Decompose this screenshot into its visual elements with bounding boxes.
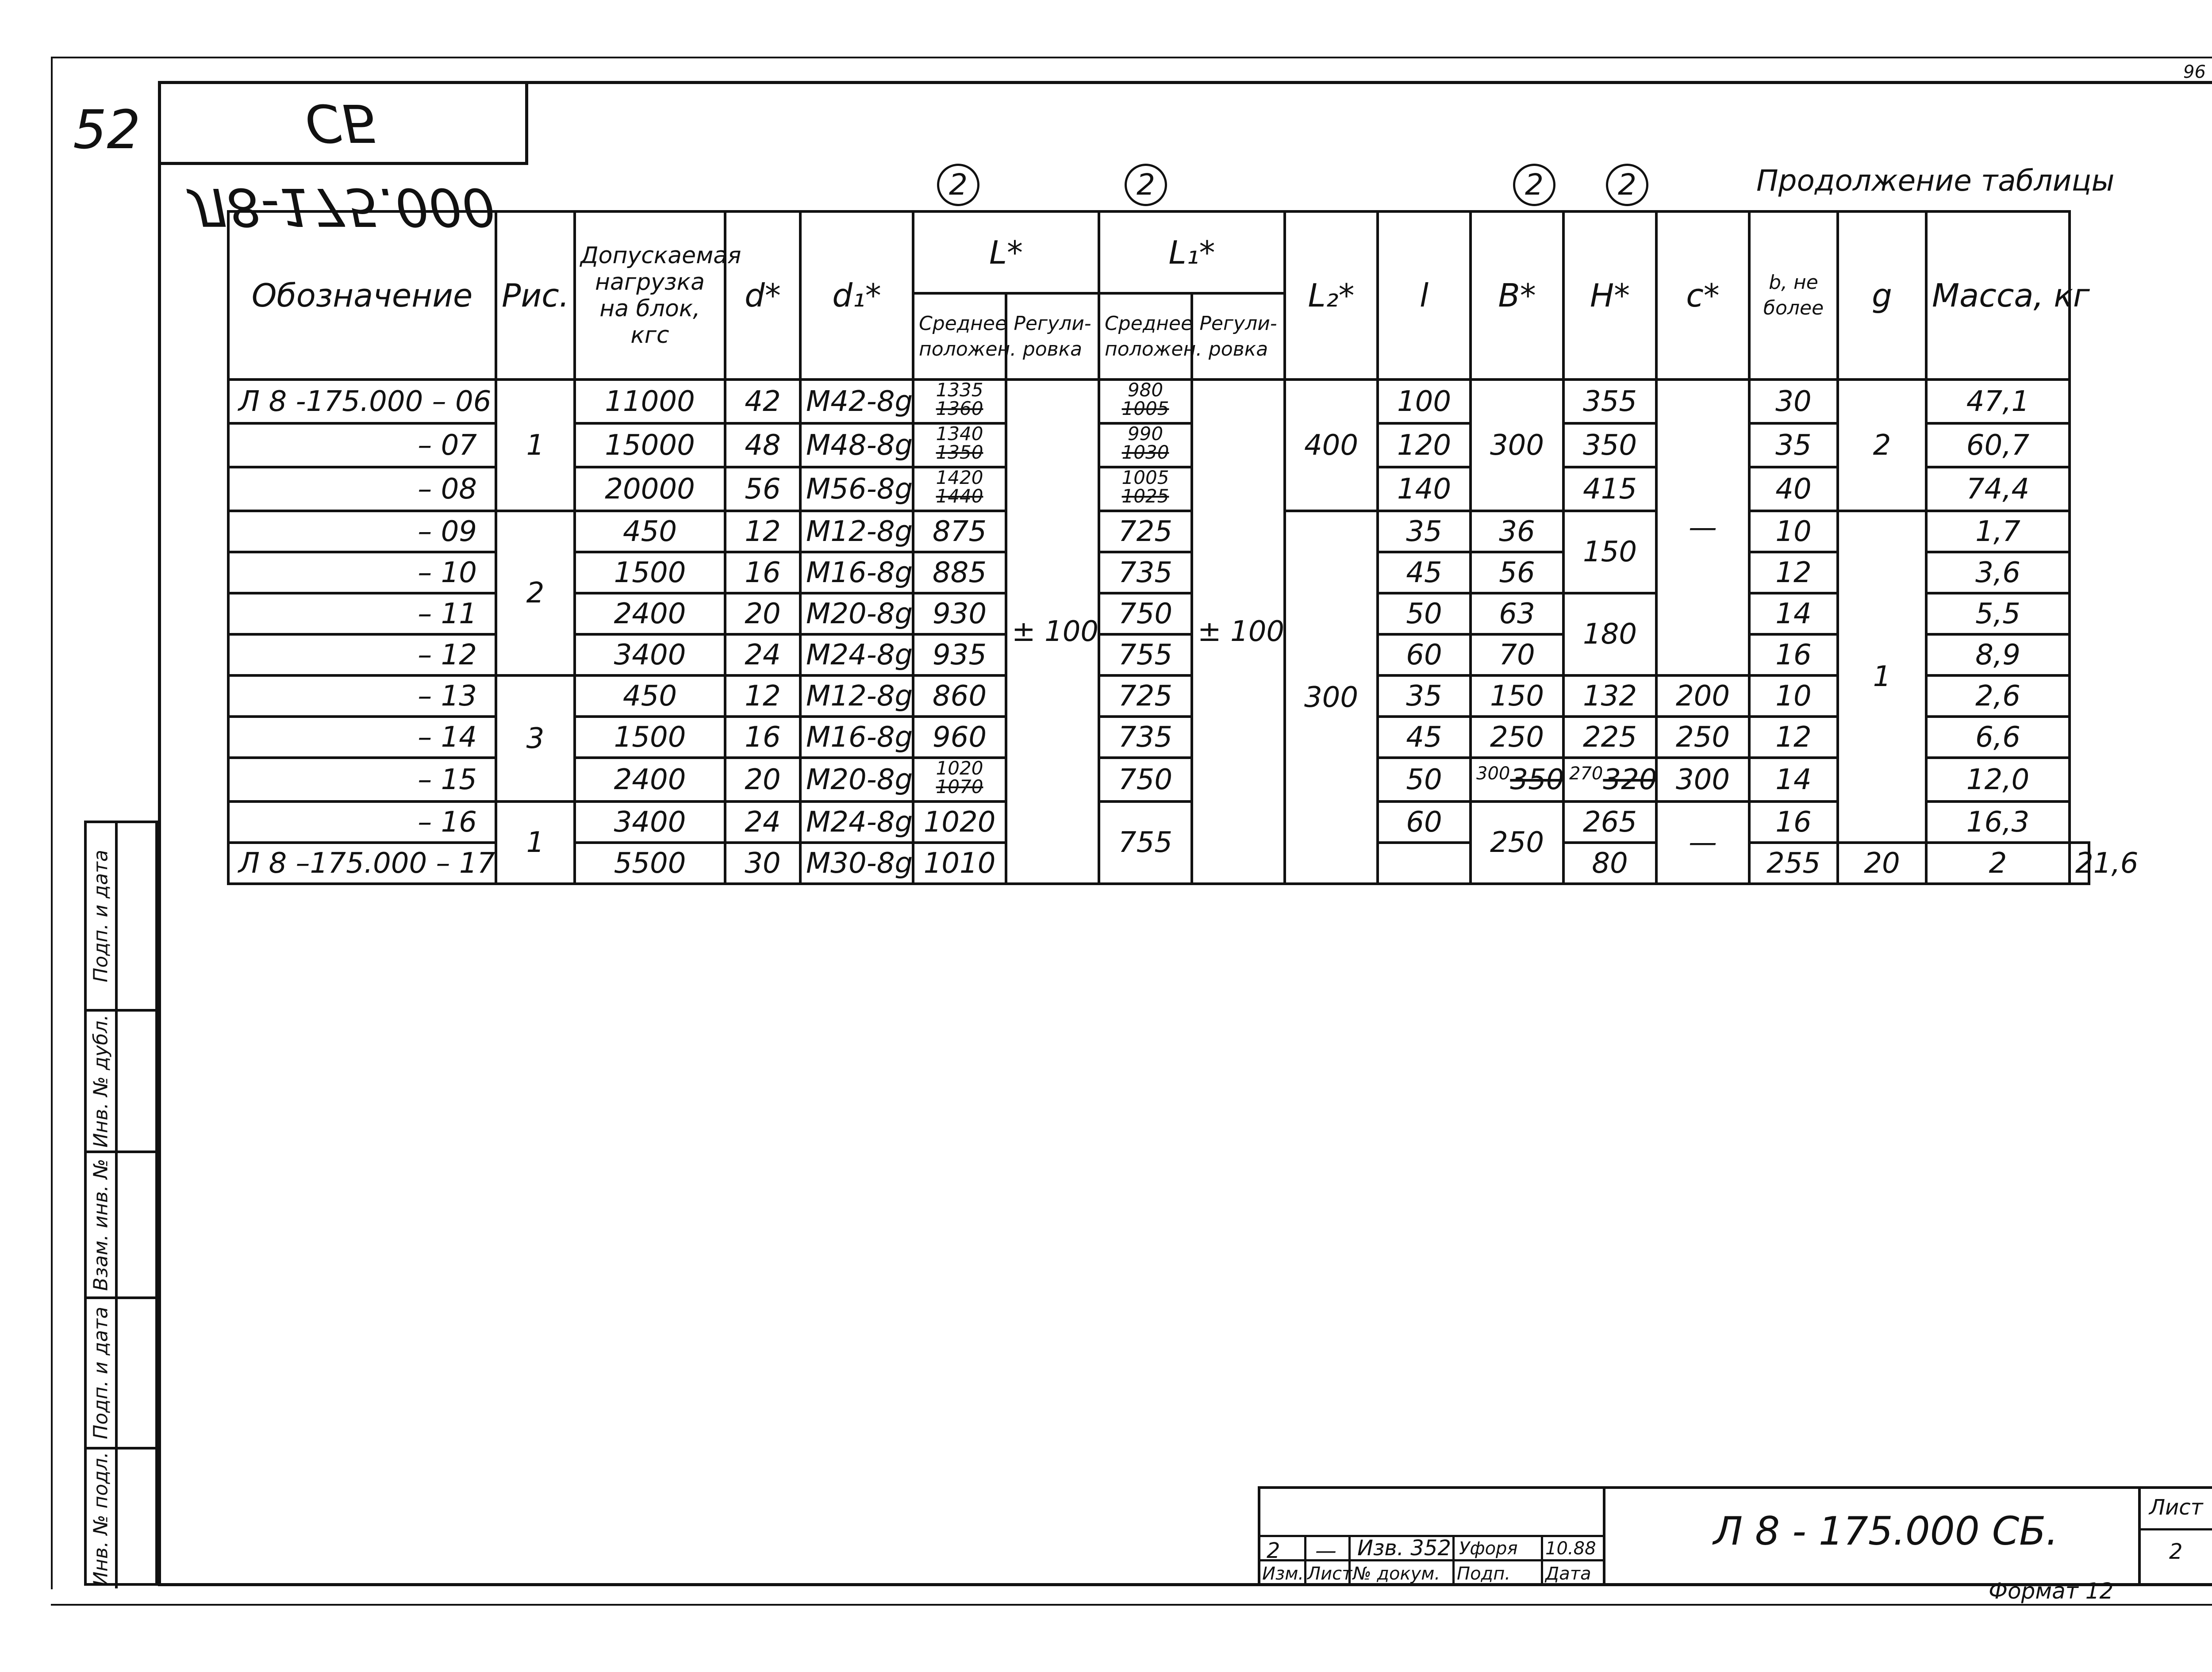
- cell-load: 2400: [575, 758, 725, 801]
- outer-border-top: [51, 57, 2212, 58]
- cell-d1: М16-8g: [800, 717, 913, 758]
- outer-border-bottom: [51, 1604, 2212, 1606]
- cell-g: 1: [1838, 511, 1926, 843]
- table-row: [228, 511, 2089, 552]
- cell-g: 2: [1838, 380, 1926, 511]
- struck-value: 1070: [936, 776, 983, 798]
- cell-b: 30: [1749, 380, 1838, 423]
- cell-l: 50: [1378, 758, 1471, 801]
- cell-d: 20: [725, 758, 800, 801]
- header-L1: L₁*: [1099, 211, 1285, 293]
- side-label: Взам. инв. №: [87, 1153, 118, 1296]
- cell-d: 12: [725, 511, 800, 552]
- cell-H: 180: [1563, 593, 1656, 675]
- cell-d: 24: [725, 801, 800, 843]
- struck-value: 350: [1510, 763, 1564, 796]
- label-date: Дата: [1545, 1564, 1591, 1584]
- cell-figure: 3: [496, 675, 575, 801]
- sheet-value: 2: [2169, 1539, 2183, 1564]
- cell-d1: М12-8g: [800, 675, 913, 717]
- cell-designation: – 11: [228, 593, 496, 634]
- cell-load: 450: [575, 511, 725, 552]
- cell-d1: М56-8g: [800, 467, 913, 511]
- revision-circle: 2: [937, 164, 979, 206]
- cell-B: 250: [1471, 801, 1563, 884]
- cell-load: 1500: [575, 717, 725, 758]
- cell-designation: – 15: [228, 758, 496, 801]
- side-cell: [87, 823, 155, 1009]
- cell-L1: 750: [1099, 593, 1192, 634]
- cell-l: 45: [1378, 552, 1471, 593]
- cell-load: 20000: [575, 467, 725, 511]
- cell-H: 355: [1563, 380, 1656, 423]
- cell-designation: – 10: [228, 552, 496, 593]
- cell-H: 415: [1563, 467, 1656, 511]
- cell-B: 56: [1471, 552, 1563, 593]
- header-g: g: [1838, 211, 1926, 380]
- cell-L: 930: [913, 593, 1006, 634]
- label-sheet: Лист: [1307, 1564, 1352, 1584]
- side-stamp: [84, 821, 158, 1586]
- sheet-number: 52: [73, 100, 141, 161]
- header-load: Допускаемая нагрузка на блок, кгс: [575, 211, 725, 380]
- cell-load: 3400: [575, 801, 725, 843]
- continuation-title: Продолжение таблицы: [1756, 164, 2115, 198]
- cell-b: 35: [1749, 423, 1838, 467]
- cell-mass: 21,6: [2070, 843, 2089, 884]
- cell-load: 1500: [575, 552, 725, 593]
- struck-value: 1350: [936, 441, 983, 463]
- header-L1-mid: Среднее положен.: [1099, 293, 1192, 380]
- table-row: [228, 801, 2089, 843]
- cell-d: 20: [725, 593, 800, 634]
- cell-l: 140: [1378, 467, 1471, 511]
- cell-d1: М42-8g: [800, 380, 913, 423]
- header-L: L*: [913, 211, 1099, 293]
- cell-L1: 735: [1099, 552, 1192, 593]
- cell-b: 12: [1749, 717, 1838, 758]
- cell-load: 2400: [575, 593, 725, 634]
- correction: 300: [1476, 763, 1510, 784]
- cell-g: 2: [1926, 843, 2070, 884]
- cell-L1: 735: [1099, 717, 1192, 758]
- mirrored-code-text: Л8-175.000 СБ: [188, 92, 495, 238]
- table-row: [228, 380, 2089, 423]
- rev-date: 10.88: [1545, 1538, 1596, 1559]
- cell-L2: 400: [1285, 380, 1378, 511]
- cell-c: —: [1656, 801, 1749, 884]
- cell-H: 350: [1563, 423, 1656, 467]
- cell-designation: – 16: [228, 801, 496, 843]
- cell-b: 12: [1749, 552, 1838, 593]
- cell-L: [913, 423, 1006, 467]
- cell-mass: 5,5: [1926, 593, 2070, 634]
- cell-L: 935: [913, 634, 1006, 675]
- cell-mass: 47,1: [1926, 380, 2070, 423]
- cell-figure: 1: [496, 801, 575, 884]
- cell-b: 10: [1749, 675, 1838, 717]
- cell-L1: 755: [1099, 801, 1192, 884]
- cell-l: 120: [1378, 423, 1471, 467]
- cell-l: 60: [1378, 634, 1471, 675]
- correction: 990: [1127, 423, 1164, 445]
- cell-L1-adj: ± 100: [1192, 380, 1285, 884]
- corner-mark: 96: [2183, 62, 2206, 82]
- cell-B: 250: [1471, 717, 1563, 758]
- side-label: Инв. № дубл.: [87, 1012, 118, 1150]
- cell-load: 11000: [575, 380, 725, 423]
- cell-designation: – 09: [228, 511, 496, 552]
- rev-sign: Уфоря: [1459, 1538, 1518, 1559]
- cell-L: 860: [913, 675, 1006, 717]
- cell-d1: М24-8g: [800, 634, 913, 675]
- cell-mass: 6,6: [1926, 717, 2070, 758]
- cell-L1: [1099, 380, 1192, 423]
- header-B: B*: [1471, 211, 1563, 380]
- header-H: H*: [1563, 211, 1656, 380]
- cell-d1: М16-8g: [800, 552, 913, 593]
- cell-c: 250: [1656, 717, 1749, 758]
- side-cell: [87, 1009, 155, 1150]
- side-label: Подп. и дата: [87, 1299, 118, 1447]
- header-d: d*: [725, 211, 800, 380]
- cell-b: 16: [1749, 634, 1838, 675]
- cell-l: 35: [1378, 675, 1471, 717]
- side-cell: [87, 1296, 155, 1447]
- label-doc: № докум.: [1353, 1564, 1440, 1584]
- cell-c: 200: [1656, 675, 1749, 717]
- cell-mass: 12,0: [1926, 758, 2070, 801]
- cell-H: 225: [1563, 717, 1656, 758]
- side-cell: [87, 1447, 155, 1588]
- cell-load: 450: [575, 675, 725, 717]
- header-d1: d₁*: [800, 211, 913, 380]
- cell-L2: [1378, 843, 1471, 884]
- cell-L: 1010: [913, 843, 1006, 884]
- header-l: l: [1378, 211, 1471, 380]
- correction: 980: [1127, 379, 1164, 401]
- cell-d: 48: [725, 423, 800, 467]
- cell-b: 16: [1749, 801, 1838, 843]
- cell-B: 150: [1471, 675, 1563, 717]
- side-label: Подп. и дата: [87, 823, 118, 1009]
- cell-d: 12: [725, 675, 800, 717]
- rev-sheet: —: [1315, 1538, 1336, 1563]
- mirrored-code-stamp: [158, 81, 528, 238]
- cell-c: 300: [1656, 758, 1749, 801]
- cell-d: 30: [725, 843, 800, 884]
- revision-circle: 2: [1606, 164, 1648, 206]
- correction: 270: [1569, 763, 1603, 784]
- cell-d1: М30-8g: [800, 843, 913, 884]
- cell-load: 5500: [575, 843, 725, 884]
- header-c: c*: [1656, 211, 1749, 380]
- cell-designation: – 12: [228, 634, 496, 675]
- cell-designation: – 08: [228, 467, 496, 511]
- cell-H: 255: [1749, 843, 1838, 884]
- cell-c: —: [1656, 380, 1749, 675]
- cell-L: [913, 380, 1006, 423]
- title-block: [1258, 1486, 2212, 1586]
- cell-L1: 755: [1099, 634, 1192, 675]
- cell-d1: М20-8g: [800, 758, 913, 801]
- cell-H: 265: [1563, 801, 1656, 843]
- cell-l: 100: [1378, 380, 1471, 423]
- cell-b: 20: [1838, 843, 1926, 884]
- cell-B: [1471, 758, 1563, 801]
- struck-value: 1440: [936, 485, 983, 507]
- cell-H: 150: [1563, 511, 1656, 593]
- cell-d1: М20-8g: [800, 593, 913, 634]
- header-figure: Рис.: [496, 211, 575, 380]
- cell-L: 875: [913, 511, 1006, 552]
- cell-L1: 725: [1099, 511, 1192, 552]
- cell-L1: 725: [1099, 675, 1192, 717]
- cell-b: 14: [1749, 758, 1838, 801]
- cell-H: 132: [1563, 675, 1656, 717]
- header-b: b, не более: [1749, 211, 1838, 380]
- cell-mass: 74,4: [1926, 467, 2070, 511]
- rev-number: 2: [1267, 1538, 1280, 1563]
- header-L-adj: Регули-ровка: [1006, 293, 1099, 380]
- cell-d: 42: [725, 380, 800, 423]
- cell-B: 300: [1471, 380, 1563, 511]
- cell-l: 35: [1378, 511, 1471, 552]
- cell-mass: 16,3: [1926, 801, 2070, 843]
- struck-value: 1360: [936, 398, 983, 419]
- format-label: Формат 12: [1989, 1578, 2114, 1604]
- cell-l: 45: [1378, 717, 1471, 758]
- table-row: [228, 675, 2089, 717]
- cell-d: 16: [725, 717, 800, 758]
- cell-b: 14: [1749, 593, 1838, 634]
- header-designation: Обозначение: [228, 211, 496, 380]
- struck-value: 1005: [1121, 398, 1169, 419]
- header-L2: L₂*: [1285, 211, 1378, 380]
- cell-designation: Л 8 –175.000 – 17: [228, 843, 496, 884]
- cell-designation: – 07: [228, 423, 496, 467]
- cell-L: [913, 758, 1006, 801]
- cell-b: 10: [1749, 511, 1838, 552]
- struck-value: 320: [1603, 763, 1657, 796]
- cell-designation: – 14: [228, 717, 496, 758]
- cell-b: 40: [1749, 467, 1838, 511]
- header-L-mid: Среднее положен.: [913, 293, 1006, 380]
- cell-B: 63: [1471, 593, 1563, 634]
- cell-H: [1563, 758, 1656, 801]
- cell-l: 50: [1378, 593, 1471, 634]
- label-change: Изм.: [1262, 1564, 1304, 1584]
- outer-border-left: [51, 57, 53, 1589]
- spec-table: [227, 210, 2139, 885]
- revision-circle: 2: [1125, 164, 1167, 206]
- cell-l: 60: [1378, 801, 1471, 843]
- cell-L: 885: [913, 552, 1006, 593]
- cell-designation: Л 8 -175.000 – 06: [228, 380, 496, 423]
- cell-L1: [1099, 467, 1192, 511]
- side-cell: [87, 1150, 155, 1296]
- cell-L1: [1099, 423, 1192, 467]
- cell-figure: 1: [496, 380, 575, 511]
- cell-mass: 60,7: [1926, 423, 2070, 467]
- cell-mass: 3,6: [1926, 552, 2070, 593]
- cell-figure: 2: [496, 511, 575, 675]
- cell-d: 16: [725, 552, 800, 593]
- cell-L: 960: [913, 717, 1006, 758]
- cell-designation: – 13: [228, 675, 496, 717]
- cell-d1: М12-8g: [800, 511, 913, 552]
- correction: 1335: [936, 379, 983, 401]
- cell-load: 15000: [575, 423, 725, 467]
- cell-d: 56: [725, 467, 800, 511]
- correction: 1420: [936, 467, 983, 488]
- cell-l: 80: [1563, 843, 1656, 884]
- sheet-label: Лист: [2149, 1495, 2203, 1520]
- cell-L2: 300: [1285, 511, 1378, 884]
- cell-d1: М48-8g: [800, 423, 913, 467]
- header-mass: Масса, кг: [1926, 211, 2070, 380]
- cell-B: 36: [1471, 511, 1563, 552]
- correction: 1005: [1121, 467, 1169, 488]
- struck-value: 1025: [1121, 485, 1169, 507]
- cell-mass: 2,6: [1926, 675, 2070, 717]
- label-sign: Подп.: [1457, 1564, 1511, 1584]
- rev-doc-no: Изв. 352: [1357, 1536, 1451, 1561]
- struck-value: 1030: [1121, 441, 1169, 463]
- cell-L1: 750: [1099, 758, 1192, 801]
- document-code: Л 8 - 175.000 СБ.: [1713, 1508, 2058, 1554]
- cell-mass: 1,7: [1926, 511, 2070, 552]
- cell-mass: 8,9: [1926, 634, 2070, 675]
- cell-B: 70: [1471, 634, 1563, 675]
- cell-L: 1020: [913, 801, 1006, 843]
- header-L1-adj: Регули-ровка: [1192, 293, 1285, 380]
- cell-L-adj: ± 100: [1006, 380, 1099, 884]
- revision-circle: 2: [1513, 164, 1555, 206]
- side-label: Инв. № подл.: [87, 1450, 118, 1588]
- cell-d: 24: [725, 634, 800, 675]
- correction: 1020: [936, 757, 983, 779]
- cell-L: [913, 467, 1006, 511]
- correction: 1340: [936, 423, 983, 445]
- cell-load: 3400: [575, 634, 725, 675]
- cell-d1: М24-8g: [800, 801, 913, 843]
